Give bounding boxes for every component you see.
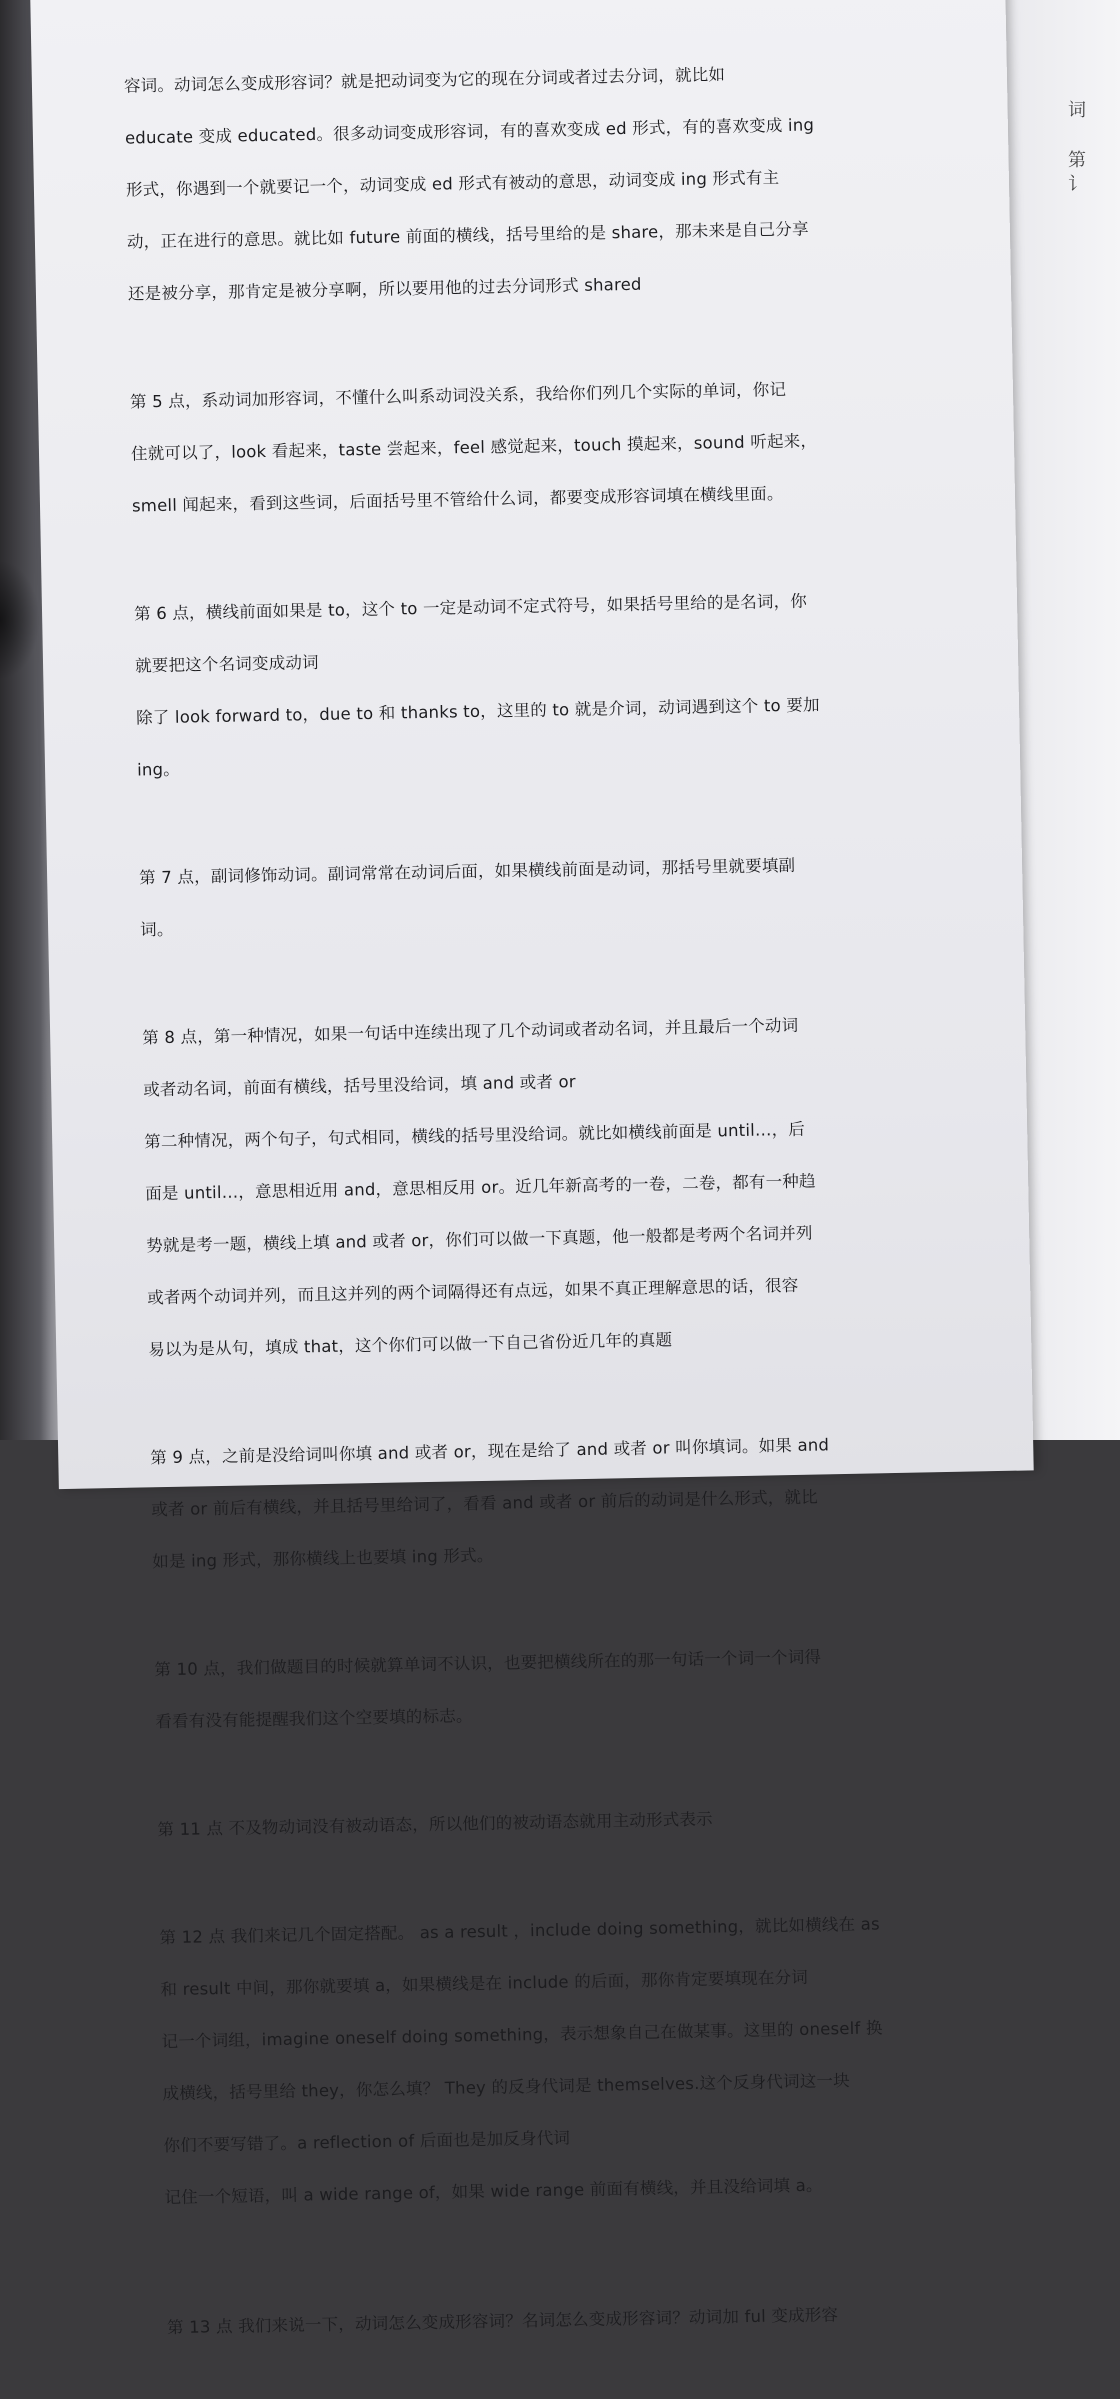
text-line: 动，正在进行的意思。就比如 future 前面的横线，括号里给的是 share，那未来是自己分享 [126,219,809,252]
text-line: educate 变成 educated。很多动词变成形容词，有的喜欢变成 ed 形式，有的喜欢变成 ing [124,115,815,148]
text-line: 第 10 点，我们做题目的时候就算单词不认识，也要把横线所在的那一句话一个词一个词得 [154,1647,822,1680]
next-page-fragment: 第 [1068,150,1086,171]
text-line: 记一个词组，imagine oneself doing something，表示想象自己在做某事。这里的 oneself 换 [161,2018,883,2052]
paragraph-point-12 [159,1883,1005,2237]
next-page-fragment: 讠 [1068,174,1086,195]
text-line: 势就是考一题，横线上填 and 或者 or，你们可以做一下真题，他一般都是考两个名词并列 [146,1223,813,1256]
text-line: smell 闻起来，看到这些词，后面括号里不管给什么词，都要变成形容词填在横线里面。 [131,483,784,516]
text-line: 或者 or 前后有横线，并且括号里给词了，看看 and 或者 or 前后的动词是什么形式，就比 [151,1487,819,1520]
text-line: 你们不要写错了。a reflection of 后面也是加反身代词 [163,2128,571,2156]
text-line: 记住一个短语，叫 a wide range of，如果 wide range 前面有横线，并且没给词填 a。 [164,2175,823,2208]
text-line: 第 13 点 我们来说一下，动词怎么变成形容词？名词怎么变成形容词？动词加 ful 变成形容 [166,2305,839,2338]
paragraph-point-10 [154,1615,996,1761]
text-line: 第 9 点，之前是没给词叫你填 and 或者 or，现在是给了 and 或者 or 叫你填词。如果 and [150,1435,830,1468]
text-line: 看看有没有能提醒我们这个空要填的标志。 [155,1706,473,1732]
text-line: 或者动名词，前面有横线，括号里没给词，填 and 或者 or [143,1072,576,1100]
text-line: 第 5 点，系动词加形容词，不懂什么叫系动词没关系，我给你们列几个实际的单词，你记 [129,379,787,412]
text-line: 第二种情况，两个句子，句式相同，横线的括号里没给词。就比如横线前面是 until…，后 [144,1119,806,1152]
paragraph-point-9 [150,1403,993,1601]
text-line: 就要把这个名词变成动词 [134,652,319,676]
text-line: 面是 until…，意思相近用 and，意思相反用 or。近几年新高考的一卷，二卷，都有一种趋 [145,1171,816,1204]
text-line: 和 result 中间，那你就要填 a，如果横线是在 include 的后面，那你肯定要填现在分词 [160,1967,809,2000]
text-line: 住就可以了，look 看起来，taste 尝起来，feel 感觉起来，touch 摸起来，sound 听起来， [130,431,818,464]
text-line: 除了 look forward to，due to 和 thanks to，这里的 to 就是介词，动词遇到这个 to 要加 [135,695,820,728]
text-line: 还是被分享，那肯定是被分享啊，所以要用他的过去分词形式 shared [127,274,642,304]
paragraph-point-6 [133,559,977,809]
paragraph-intro [123,31,968,333]
paragraph-point-13 [166,2273,1007,2367]
next-page-fragment: 词 [1068,100,1086,121]
text-line: 第 8 点，第一种情况，如果一句话中连续出现了几个动词或者动名词，并且最后一个动词 [142,1015,799,1048]
paragraph-point-5 [129,347,972,545]
paragraph-point-7 [138,823,980,969]
page-content [123,31,1008,2397]
text-line: 成横线，括号里给 they，你怎么填？ They 的反身代词是 themselves.这个反身代词这一块 [162,2071,850,2104]
text-line: ing。 [136,759,181,780]
paragraph-point-8 [142,983,989,1389]
text-line: 易以为是从句，填成 that，这个你们可以做一下自己省份近几年的真题 [148,1330,673,1360]
text-line: 第 7 点，副词修饰动词。副词常常在动词后面，如果横线前面是动词，那括号里就要填副 [138,855,796,888]
text-line: 容词。动词怎么变成形容词？就是把动词变为它的现在分词或者过去分词，就比如 [123,65,726,96]
text-line: 或者两个动词并列，而且这并列的两个词隔得还有点远，如果不真正理解意思的话，很容 [147,1275,799,1308]
text-line: 如是 ing 形式，那你横线上也要填 ing 形式。 [152,1545,494,1572]
text-line: 第 11 点 不及物动词没有被动语态，所以他们的被动语态就用主动形式表示 [157,1809,713,1840]
text-line: 形式，你遇到一个就要记一个，动词变成 ed 形式有被动的意思，动词变成 ing 形式有主 [125,168,780,200]
page-shadow [0,560,40,680]
text-line: 第 12 点 我们来记几个固定搭配。 as a result ，include doing something，就比如横线在 as [159,1914,880,1948]
book-page [30,0,1034,2338]
text-line: 词。 [139,919,174,940]
paragraph-point-11 [157,1775,998,1869]
text-line: 第 6 点，横线前面如果是 to，这个 to 一定是动词不定式符号，如果括号里给的是名词，你 [133,591,808,624]
